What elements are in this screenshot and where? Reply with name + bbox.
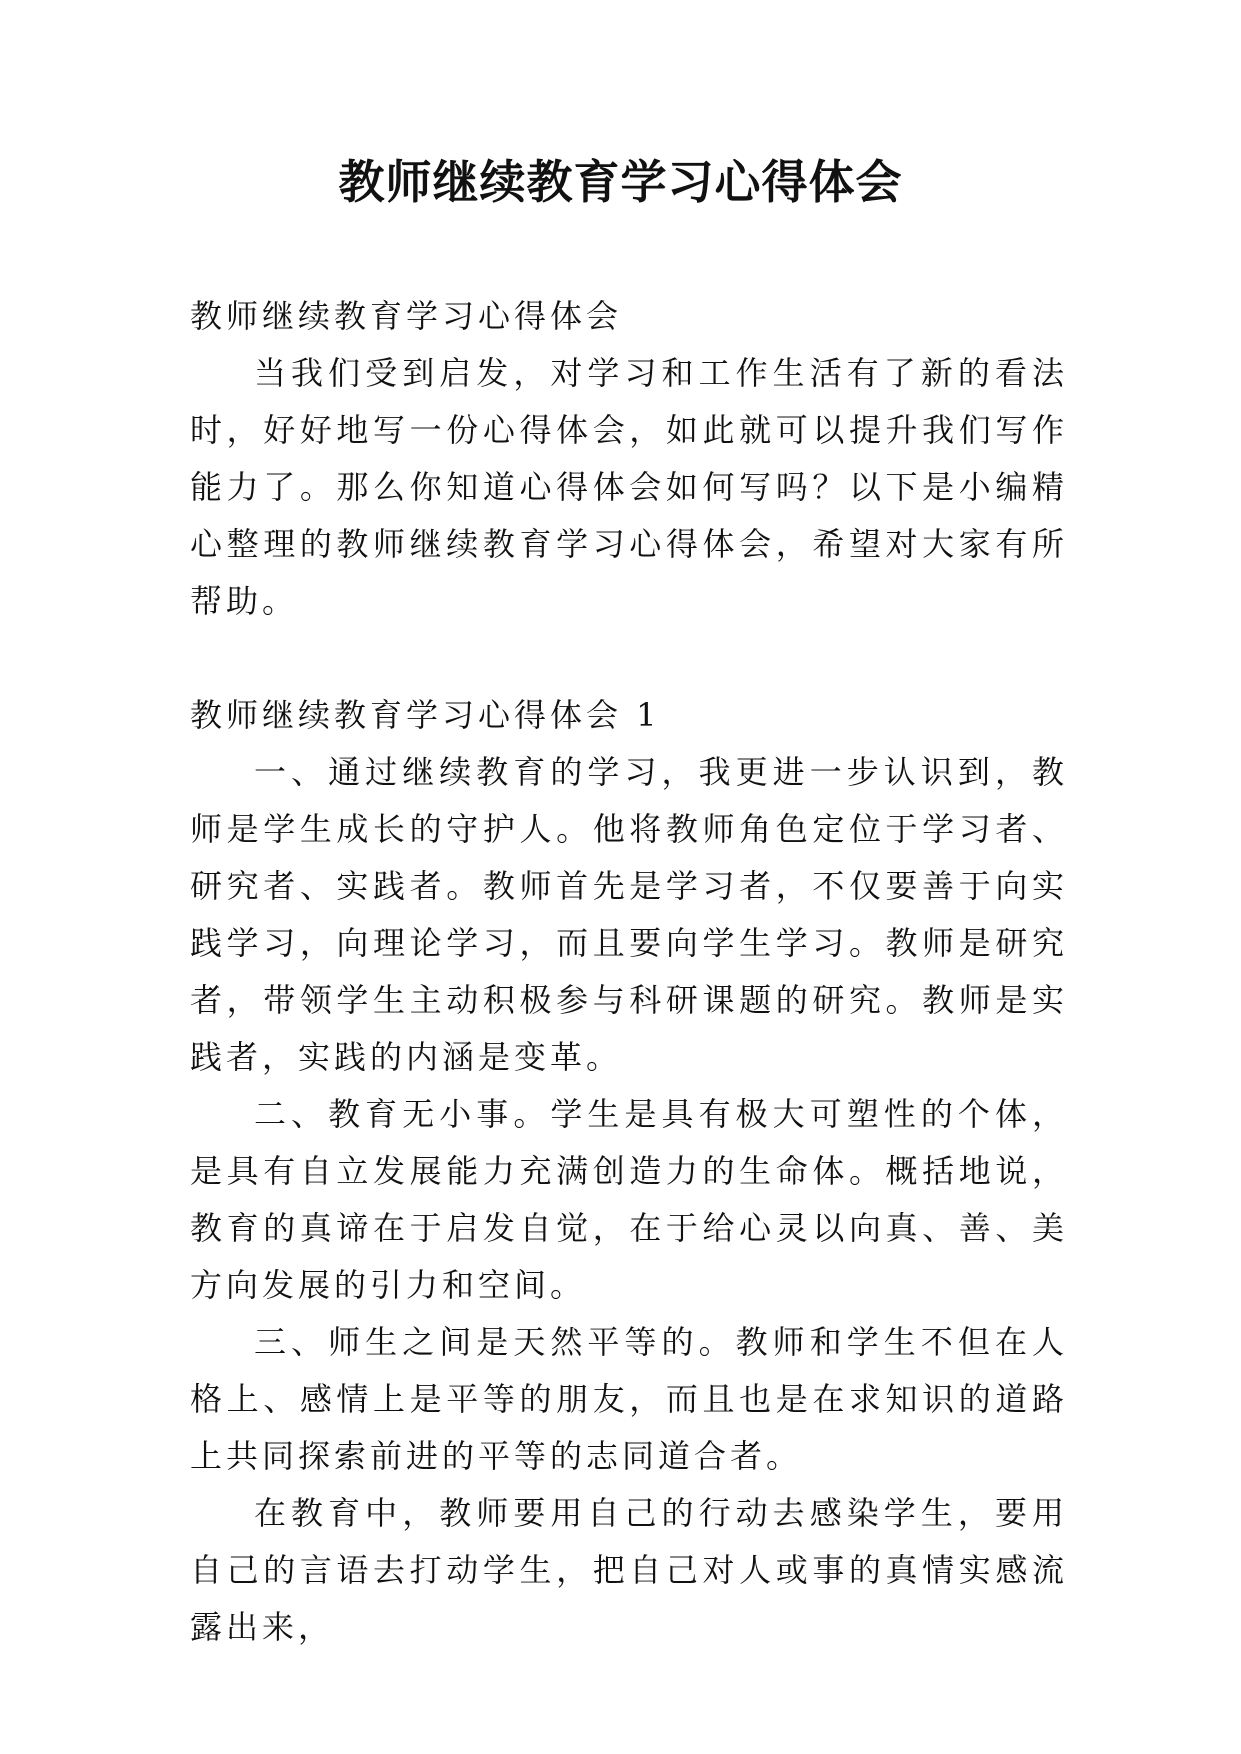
document-body (190, 288, 1068, 1656)
blank-line (190, 630, 1068, 687)
section-heading: 教师继续教育学习心得体会 1 (190, 696, 661, 734)
intro-heading: 教师继续教育学习心得体会 (190, 297, 623, 335)
intro-paragraph: 当我们受到启发，对学习和工作生活有了新的看法时，好好地写一份心得体会，如此就可以提升我们写作能力了。那么你知道心得体会如何写吗？以下是小编精心整理的教师继续教育学习心得体会，希望对大家有所帮助。 (190, 354, 1068, 620)
body-paragraph: 三、师生之间是天然平等的。教师和学生不但在人格上、感情上是平等的朋友，而且也是在求知识的道路上共同探索前进的平等的志同道合者。 (190, 1323, 1068, 1475)
body-paragraph: 二、教育无小事。学生是具有极大可塑性的个体，是具有自立发展能力充满创造力的生命体。概括地说，教育的真谛在于启发自觉，在于给心灵以向真、善、美方向发展的引力和空间。 (190, 1095, 1068, 1304)
body-paragraph: 一、通过继续教育的学习，我更进一步认识到，教师是学生成长的守护人。他将教师角色定位于学习者、研究者、实践者。教师首先是学习者，不仅要善于向实践学习，向理论学习，而且要向学生学习。教师是研究者，带领学生主动积极参与科研课题的研究。教师是实践者，实践的内涵是变革。 (190, 753, 1068, 1076)
document-title: 教师继续教育学习心得体会 (338, 155, 903, 209)
body-paragraph: 在教育中，教师要用自己的行动去感染学生，要用自己的言语去打动学生，把自己对人或事的真情实感流露出来， (190, 1494, 1068, 1646)
